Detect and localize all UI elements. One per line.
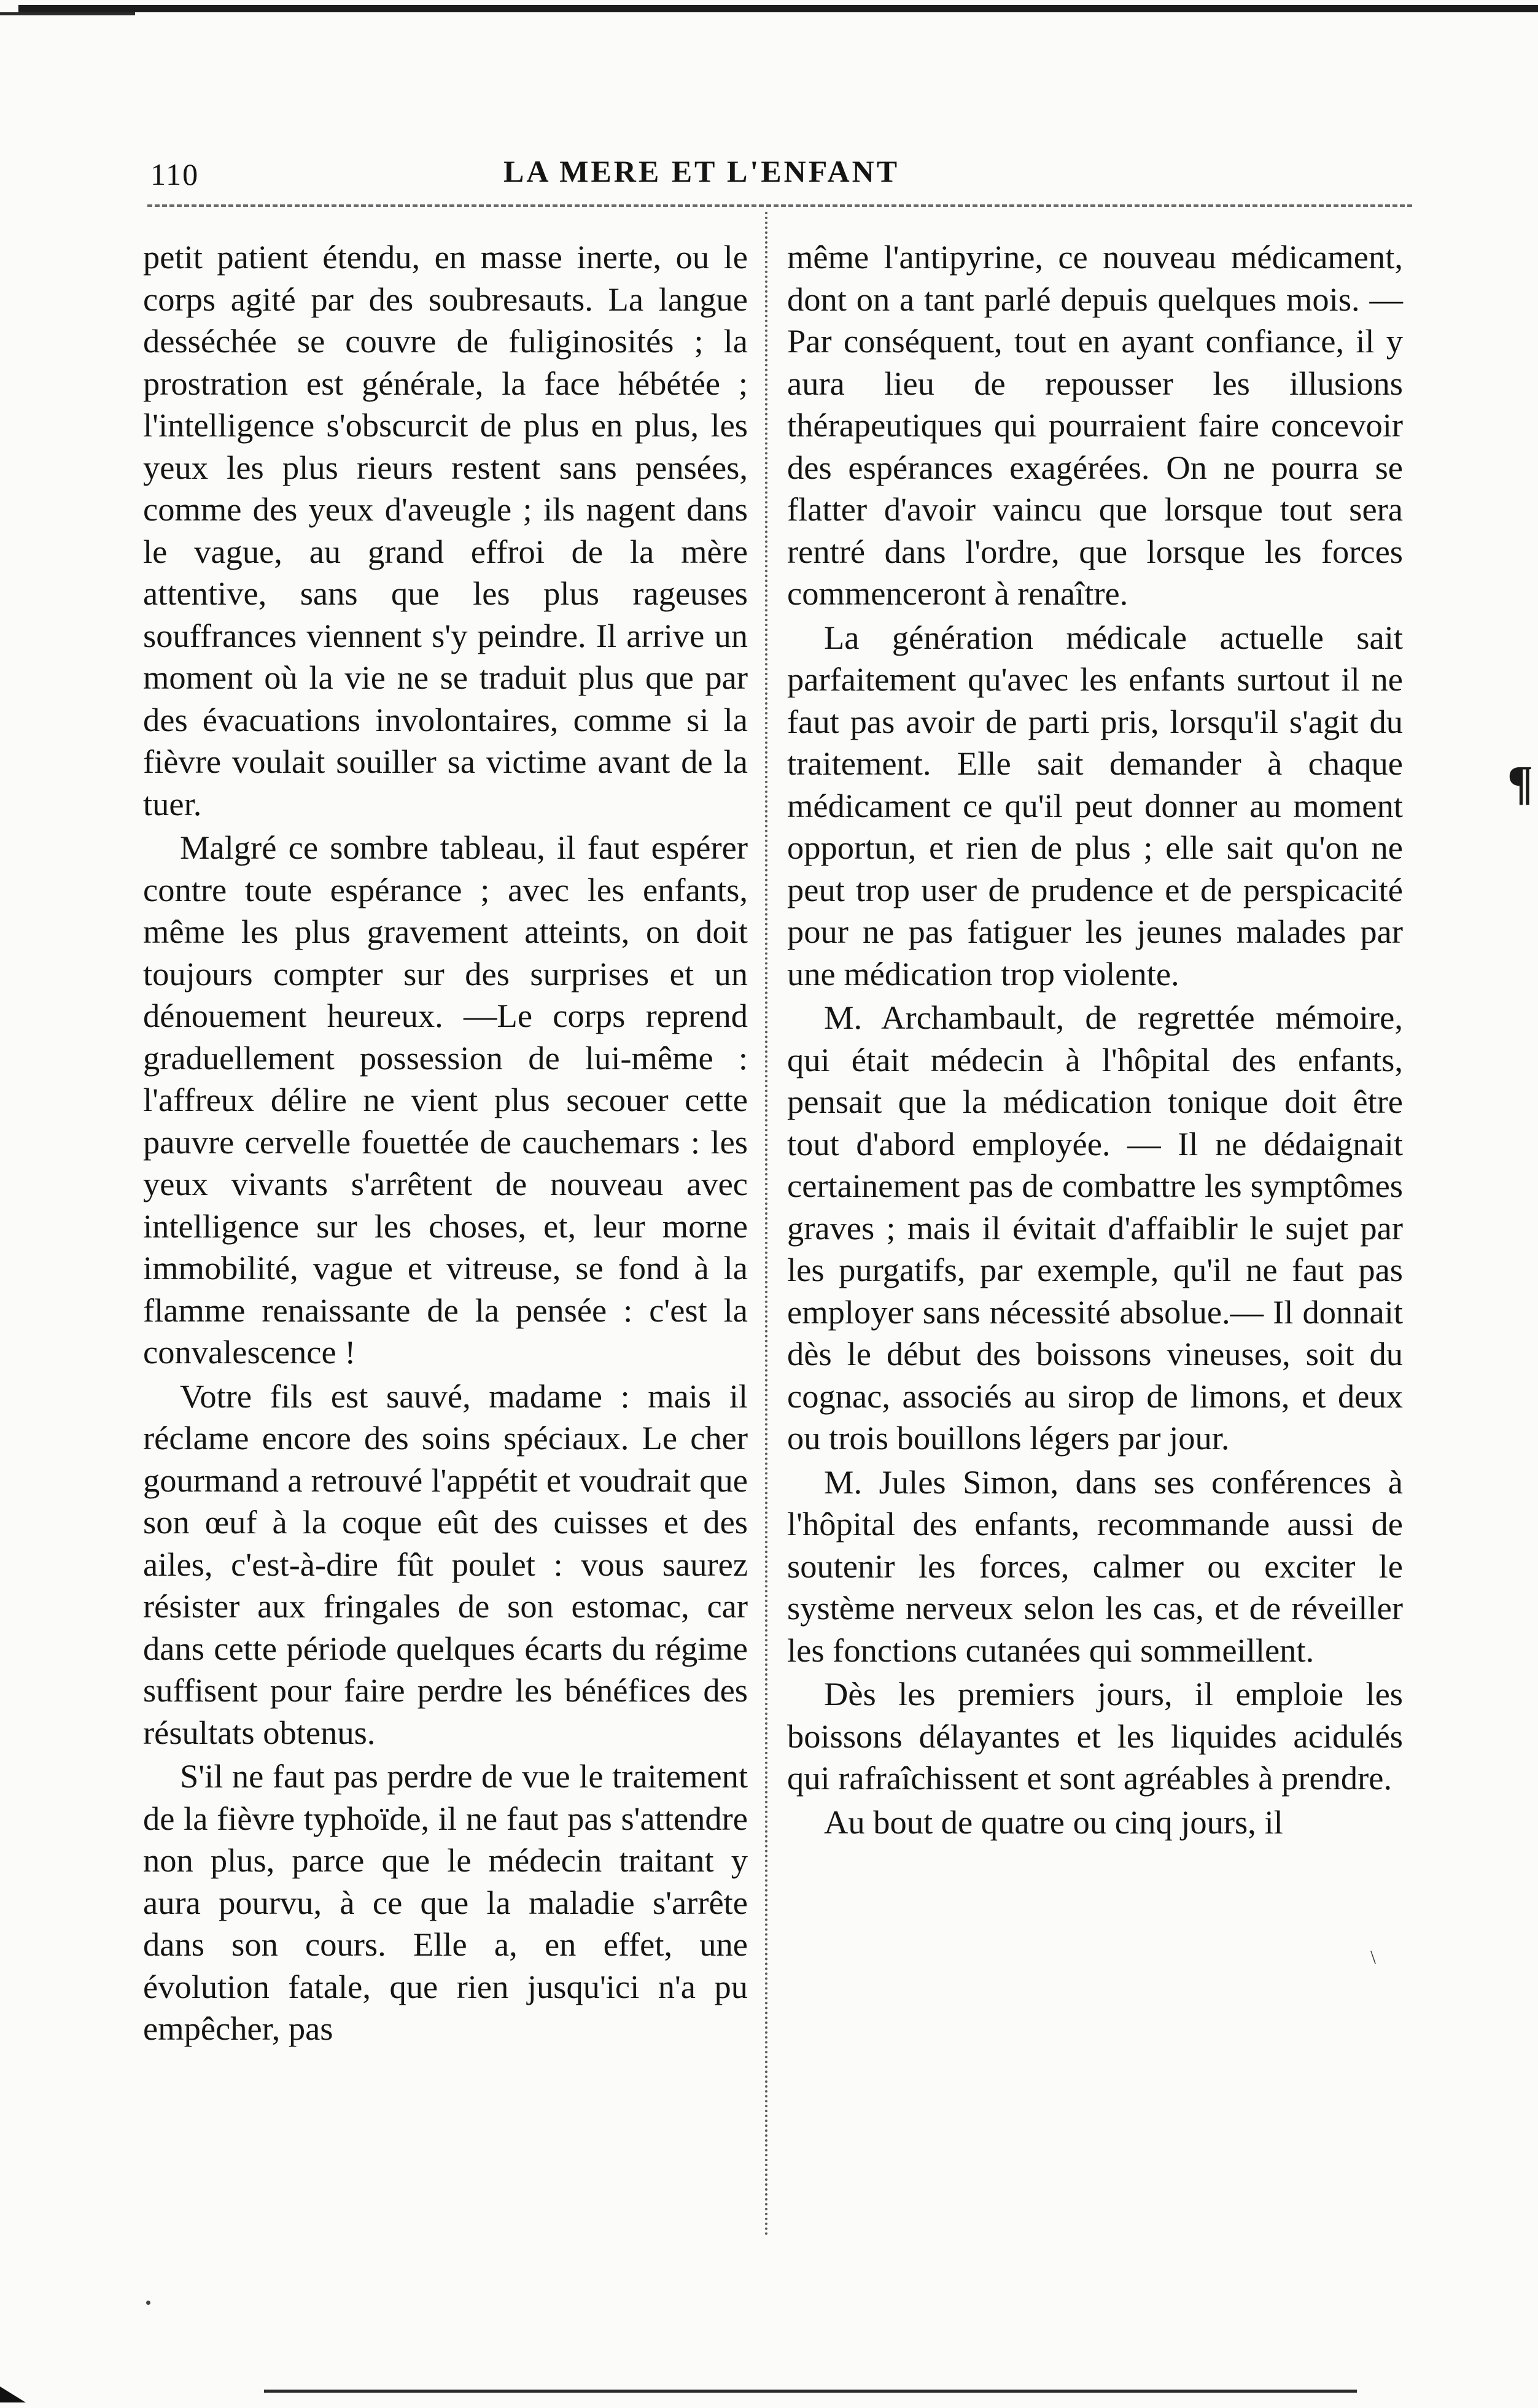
bottom-edge-rule: [264, 2390, 1357, 2393]
right-paragraph-2: La génération médicale actuelle sait parfaitement qu'avec les enfants surtout il ne faut pas avoir de parti pris, lorsqu'il s'agit du traitement. Elle sait demander à chaque médicament ce qu'il peut donner au moment opportun, et rien de plus ; elle sait qu'on ne peut trop user de prudence et de perspicacité pour ne pas fatiguer les jeunes malades par une médication trop violente.: [787, 618, 1403, 993]
left-paragraph-2: Malgré ce sombre tableau, il faut espérer contre toute espérance ; avec les enfants, même les plus gravement atteints, on doit toujours compter sur des surprises et un dénouement heureux. —Le corps reprend graduellement possession de lui-même : l'affreux délire ne vient plus secouer cette pauvre cervelle fouettée de cauchemars : les yeux vivants s'arrêtent de nouveau avec intelligence sur les choses, et, leur morne immobilité, vague et vitreuse, se fond à la flamme renaissante de la pensée : c'est la convalescence !: [143, 829, 748, 1371]
right-paragraph-4: M. Jules Simon, dans ses conférences à l'hôpital des enfants, recommande aussi de soutenir les forces, calmer ou exciter le système nerveux selon les cas, et de réveiller les fonctions cutanées qui sommeillent.: [787, 1463, 1403, 1669]
right-paragraph-3: M. Archambault, de regrettée mémoire, qui était médecin à l'hôpital des enfants, pensait que la médication tonique doit être tout d'abord employée. — Il ne dédaignait certainement pas de combattre les symptômes graves ; mais il évitait d'affaiblir le sujet par les purgatifs, par exemple, qu'il ne faut pas employer sans nécessité absolue.— Il donnait dès le début des boissons vineuses, soit du cognac, associés au sirop de limons, et deux ou trois bouillons légers par jour.: [787, 999, 1403, 1457]
right-column: [787, 236, 1403, 1845]
ink-dot: [146, 2301, 150, 2305]
running-head: LA MERE ET L'ENFANT: [503, 154, 900, 188]
left-paragraph-1: petit patient étendu, en masse inerte, ou le corps agité par des soubresauts. La langue desséchée se couvre de fuliginosités ; la prostration est générale, la face hébétée ; l'intelligence s'obscurcit de plus en plus, les yeux les plus rieurs restent sans pensées, comme des yeux d'aveugle ; ils nagent dans le vague, au grand effroi de la mère attentive, sans que les plus rageuses souffrances viennent s'y peindre. Il arrive un moment où la vie ne se traduit plus que par des évacuations involontaires, comme si la fièvre voulait souiller sa victime avant de la tuer.: [143, 238, 748, 823]
page-number: 110: [150, 157, 200, 192]
column-divider: [765, 212, 767, 2237]
top-edge-rule: [18, 5, 1538, 12]
left-paragraph-3: Votre fils est sauvé, madame : mais il réclame encore des soins spéciaux. Le cher gourmand a retrouvé l'appétit et voudrait que son œuf à la coque eût des cuisses et des ailes, c'est-à-dire fût poulet : vous saurez résister aux fringales de son estomac, car dans cette période quelques écarts du régime suffisent pour faire perdre les bénéfices des résultats obtenus.: [143, 1377, 748, 1751]
right-paragraph-5: Dès les premiers jours, il emploie les boissons délayantes et les liquides acidulés qui rafraîchissent et sont agréables à prendre.: [787, 1675, 1403, 1797]
margin-pilcrow-mark: ¶: [1507, 756, 1534, 809]
left-paragraph-4: S'il ne faut pas perdre de vue le traitement de la fièvre typhoïde, il ne faut pas s'attendre non plus, parce que le médecin traitant y aura pourvu, à ce que la maladie s'arrête dans son cours. Elle a, en effet, une évolution fatale, que rien jusqu'ici n'a pu empêcher, pas: [143, 1757, 748, 2047]
left-column: [143, 236, 748, 2052]
right-paragraph-6: Au bout de quatre ou cinq jours, il: [824, 1803, 1283, 1841]
header-rule: [147, 204, 1412, 207]
right-paragraph-1: même l'antipyrine, ce nouveau médicament, dont on a tant parlé depuis quelques mois. — Par conséquent, tout en ayant confiance, il y aura lieu de repousser les illusions thérapeutiques qui pourraient faire concevoir des espérances exagérées. On ne pourra se flatter d'avoir vaincu que lorsque tout sera rentré dans l'ordre, que lorsque les forces commenceront à renaître.: [787, 238, 1403, 612]
bottom-corner-mark: [0, 2387, 26, 2402]
stray-mark: \: [1370, 1946, 1376, 1968]
top-edge-rule-left: [0, 12, 135, 15]
